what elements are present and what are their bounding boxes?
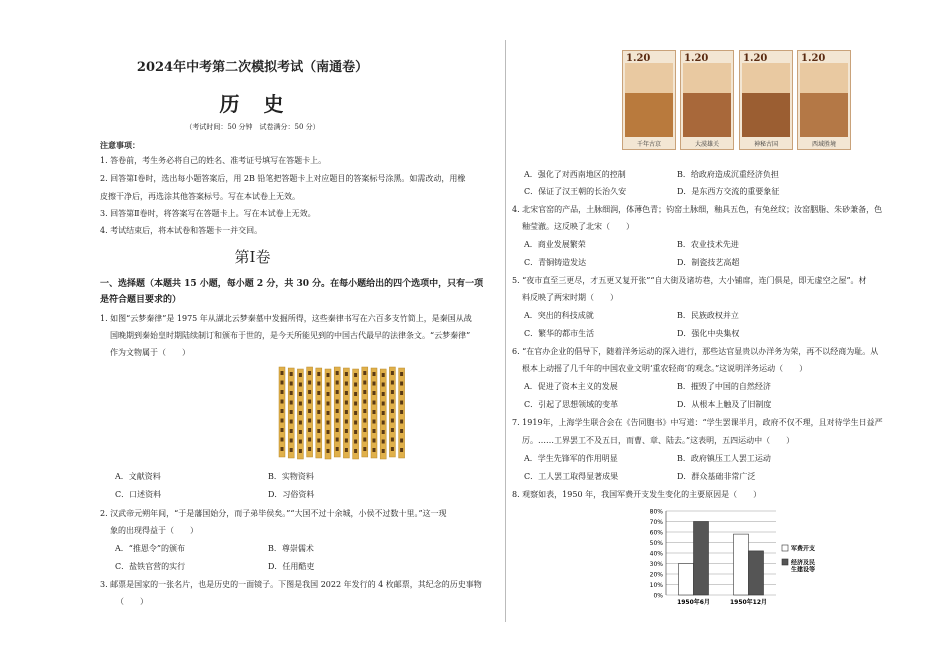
chart-bar bbox=[734, 534, 749, 595]
slip-character-mark bbox=[345, 420, 348, 424]
slip-character-mark bbox=[336, 419, 339, 423]
slip-character-mark bbox=[373, 382, 376, 386]
q2-text: 象的出现得益于（ ） bbox=[110, 526, 198, 535]
slip-character-mark bbox=[327, 440, 330, 444]
slip-character-mark bbox=[327, 402, 330, 406]
y-tick-label: 60% bbox=[649, 529, 663, 537]
slip-character-mark bbox=[363, 419, 366, 423]
y-tick-label: 10% bbox=[649, 582, 663, 589]
slip-character-mark bbox=[299, 383, 302, 387]
q4-option-b[interactable]: B．农业技术先进 bbox=[677, 240, 739, 249]
notes-heading: 注意事项： bbox=[100, 140, 140, 150]
q1-text: 作为文物属于（ ） bbox=[110, 348, 190, 357]
q7-option-c[interactable]: C．工人罢工取得显著成果 bbox=[524, 472, 619, 481]
q5-text: 5. “夜市直至三更尽，才五更又复开张”“自大街及诸坊巷，大小铺席，连门俱是，即无虚空之屋”。材 bbox=[512, 276, 867, 285]
slip-character-mark bbox=[373, 401, 376, 405]
q6-option-d[interactable]: D．从根本上触及了旧制度 bbox=[677, 400, 772, 409]
slip-character-mark bbox=[317, 391, 320, 395]
stamp-1 bbox=[622, 50, 676, 150]
slip-character-mark bbox=[354, 440, 357, 444]
slip-character-mark bbox=[373, 448, 376, 452]
slip-character-mark bbox=[363, 428, 366, 432]
slip-character-mark bbox=[345, 401, 348, 405]
slip-character-mark bbox=[363, 371, 366, 375]
q2-option-a[interactable]: A．“推恩令”的颁布 bbox=[115, 544, 185, 553]
slip-character-mark bbox=[308, 419, 311, 423]
q4-option-c[interactable]: C．青铜铸造发达 bbox=[524, 258, 587, 267]
slip-character-mark bbox=[308, 428, 311, 432]
stamp-caption: 千年古京 bbox=[636, 141, 661, 148]
slip-character-mark bbox=[373, 391, 376, 395]
slip-character-mark bbox=[290, 439, 293, 443]
slip-character-mark bbox=[354, 392, 357, 396]
q6-option-a[interactable]: A．促进了资本主义的发展 bbox=[524, 382, 618, 391]
slip-character-mark bbox=[327, 421, 330, 425]
note-line: 皮擦干净后，再选涂其他答案标号。写在本试卷上无效。 bbox=[100, 192, 300, 201]
q1-text: 国晚期到秦始皇时期陆续制订和颁布于世的，是今天所能见到的中国古代最早的法律条文。“云梦秦律” bbox=[110, 331, 471, 340]
q3-text: 3. 邮票是国家的一张名片，也是历史的一面镜子。下图是我国 2022 年发行的 4 枚邮票，其纪念的历史事物 bbox=[100, 580, 482, 589]
note-line: 1. 答卷前，考生务必将自己的姓名、准考证号填写在答题卡上。 bbox=[100, 156, 327, 165]
x-tick-label: 1950年6月 bbox=[677, 599, 710, 605]
slip-character-mark bbox=[391, 447, 394, 451]
slip-character-mark bbox=[336, 381, 339, 385]
exam-title: 2024年中考第二次模拟考试（南通卷） bbox=[136, 60, 369, 75]
slip-character-mark bbox=[281, 419, 284, 423]
slip-character-mark bbox=[354, 411, 357, 415]
slip-character-mark bbox=[327, 430, 330, 434]
y-tick-label: 70% bbox=[649, 519, 663, 526]
slip-character-mark bbox=[373, 372, 376, 376]
slip-character-mark bbox=[308, 438, 311, 442]
section-heading: 一、选择题（本题共 15 小题，每小题 2 分，共 30 分。在每小题给出的四个选项中，只有一项 bbox=[100, 279, 484, 289]
exam-info: （考试时间：50 分钟 试卷满分：50 分） bbox=[185, 123, 320, 131]
q3-option-c[interactable]: C．保证了汉王朝的长治久安 bbox=[524, 187, 627, 196]
slip-character-mark bbox=[290, 448, 293, 452]
slip-character-mark bbox=[400, 439, 403, 443]
q2-option-c[interactable]: C．盐铁官营的实行 bbox=[115, 562, 186, 571]
slip-character-mark bbox=[345, 410, 348, 414]
y-tick-label: 20% bbox=[649, 571, 663, 579]
note-line: 3. 回答第Ⅱ卷时，将答案写在答题卡上。写在本试卷上无效。 bbox=[100, 209, 316, 218]
slip-character-mark bbox=[308, 400, 311, 404]
q3-option-a[interactable]: A．强化了对西南地区的控制 bbox=[524, 170, 626, 179]
military-spending-chart bbox=[640, 505, 840, 605]
q1-option-b[interactable]: B．实物资料 bbox=[268, 472, 314, 481]
slip-character-mark bbox=[354, 402, 357, 406]
slip-character-mark bbox=[345, 391, 348, 395]
slip-character-mark bbox=[299, 373, 302, 377]
legend-swatch bbox=[782, 545, 788, 551]
slip-character-mark bbox=[354, 430, 357, 434]
slip-character-mark bbox=[336, 409, 339, 413]
q7-option-a[interactable]: A．学生先锋军的作用明显 bbox=[524, 454, 618, 463]
q4-option-d[interactable]: D．制瓷技艺高超 bbox=[677, 258, 740, 267]
bamboo-slips-image bbox=[275, 365, 410, 460]
q4-option-a[interactable]: A．商业发展繁荣 bbox=[524, 240, 586, 249]
legend-label: 军费开支 bbox=[791, 545, 816, 553]
slip-character-mark bbox=[317, 401, 320, 405]
slip-character-mark bbox=[382, 430, 385, 434]
stamp-value: 1.20 bbox=[626, 53, 651, 64]
stamp-value: 1.20 bbox=[743, 53, 768, 64]
y-tick-label: 0% bbox=[653, 592, 663, 600]
slip-character-mark bbox=[290, 429, 293, 433]
slip-character-mark bbox=[400, 429, 403, 433]
slip-character-mark bbox=[290, 372, 293, 376]
q6-text: 6. “在官办企业的倡导下，随着洋务运动的深入进行，那些达官显贵以办洋务为荣，再不以经商为耻。从 bbox=[512, 347, 879, 356]
q5-option-a[interactable]: A．突出的科技成就 bbox=[524, 311, 594, 320]
subject-title: 历 史 bbox=[219, 92, 286, 116]
slip-character-mark bbox=[308, 390, 311, 394]
slip-character-mark bbox=[382, 392, 385, 396]
slip-character-mark bbox=[391, 400, 394, 404]
slip-character-mark bbox=[299, 411, 302, 415]
slip-character-mark bbox=[382, 440, 385, 444]
slip-character-mark bbox=[317, 439, 320, 443]
slip-character-mark bbox=[299, 449, 302, 453]
slip-character-mark bbox=[345, 439, 348, 443]
q3-option-b[interactable]: B．给政府造成沉重经济负担 bbox=[677, 170, 779, 179]
slip-character-mark bbox=[317, 429, 320, 433]
slip-character-mark bbox=[281, 390, 284, 394]
slip-character-mark bbox=[391, 371, 394, 375]
slip-character-mark bbox=[345, 372, 348, 376]
q3-option-d[interactable]: D．是东西方交流的重要象征 bbox=[677, 187, 780, 196]
chart-svg bbox=[640, 505, 840, 605]
stamp-2 bbox=[680, 50, 734, 150]
slip-character-mark bbox=[327, 449, 330, 453]
slip-character-mark bbox=[336, 447, 339, 451]
slip-character-mark bbox=[299, 440, 302, 444]
slip-character-mark bbox=[281, 400, 284, 404]
slip-character-mark bbox=[336, 400, 339, 404]
slip-character-mark bbox=[336, 438, 339, 442]
q2-option-d[interactable]: D．任用酷吏 bbox=[268, 562, 315, 571]
q1-text: 1. 如图“云梦秦律”是 1975 年从湖北云梦秦墓中发掘所得，这些秦律书写在六百多支竹简上，是秦国从战 bbox=[100, 314, 472, 323]
slip-character-mark bbox=[281, 409, 284, 413]
q7-option-d[interactable]: D．群众基础非常广泛 bbox=[677, 472, 756, 481]
slip-character-mark bbox=[290, 401, 293, 405]
note-line: 2. 回答第Ⅰ卷时，选出每小题答案后，用 2B 铅笔把答题卡上对应题目的答案标号涂黑。如需改动，用橡 bbox=[100, 174, 466, 183]
q5-option-d[interactable]: D．强化中央集权 bbox=[677, 329, 740, 338]
slip-character-mark bbox=[317, 382, 320, 386]
q4-text: 釉莹澈。这反映了北宋（ ） bbox=[522, 222, 634, 231]
chart-bar bbox=[694, 522, 709, 596]
q2-text: 2. 汉武帝元朔年间，“于是藩国始分，而子弟毕侯矣。”“大国不过十余城，小侯不过数十里。”这一现 bbox=[100, 509, 447, 518]
q6-text: 根本上动摇了几千年的中国农业文明‘重农轻商’的观念。”这说明洋务运动（ ） bbox=[522, 364, 808, 373]
chart-bar bbox=[749, 551, 764, 595]
y-tick-label: 40% bbox=[649, 550, 663, 558]
y-tick-label: 30% bbox=[649, 561, 663, 568]
x-tick-label: 1950年12月 bbox=[729, 599, 768, 605]
slip-character-mark bbox=[400, 372, 403, 376]
slip-character-mark bbox=[382, 421, 385, 425]
slip-character-mark bbox=[354, 421, 357, 425]
slip-character-mark bbox=[400, 391, 403, 395]
slip-character-mark bbox=[290, 391, 293, 395]
q5-option-c[interactable]: C．繁华的都市生活 bbox=[524, 329, 595, 338]
slip-character-mark bbox=[382, 373, 385, 377]
slip-character-mark bbox=[373, 439, 376, 443]
slip-character-mark bbox=[308, 371, 311, 375]
slip-character-mark bbox=[382, 411, 385, 415]
slip-character-mark bbox=[336, 390, 339, 394]
slip-character-mark bbox=[290, 382, 293, 386]
slip-character-mark bbox=[373, 420, 376, 424]
stamp-caption: 神秘古国 bbox=[753, 141, 778, 148]
section-title: 第Ⅰ卷 bbox=[234, 248, 271, 266]
stamp-caption: 西域胜境 bbox=[811, 141, 836, 148]
slip-character-mark bbox=[354, 373, 357, 377]
q3-text: （ ） bbox=[116, 597, 148, 606]
slip-character-mark bbox=[317, 410, 320, 414]
slip-character-mark bbox=[400, 410, 403, 414]
q2-option-b[interactable]: B．尊崇儒术 bbox=[268, 544, 314, 553]
slip-character-mark bbox=[345, 429, 348, 433]
slip-character-mark bbox=[281, 371, 284, 375]
slip-character-mark bbox=[345, 382, 348, 386]
q5-option-b[interactable]: B．民族政权并立 bbox=[677, 311, 739, 320]
q7-option-b[interactable]: B．政府镇压工人罢工运动 bbox=[677, 454, 771, 463]
section-heading: 是符合题目要求的） bbox=[100, 295, 182, 305]
slip-character-mark bbox=[400, 401, 403, 405]
y-tick-label: 50% bbox=[649, 540, 663, 547]
q1-option-c[interactable]: C．口述资料 bbox=[115, 490, 162, 499]
slip-character-mark bbox=[281, 428, 284, 432]
slip-character-mark bbox=[290, 420, 293, 424]
slip-character-mark bbox=[400, 382, 403, 386]
chart-bar bbox=[679, 564, 694, 596]
slip-character-mark bbox=[354, 449, 357, 453]
slip-character-mark bbox=[363, 438, 366, 442]
slip-character-mark bbox=[336, 428, 339, 432]
slip-character-mark bbox=[317, 372, 320, 376]
q7-text: 厉。……工界罢工不及五日，而曹、章、陆去。”这表明，五四运动中（ ） bbox=[522, 436, 795, 445]
slip-character-mark bbox=[317, 448, 320, 452]
legend-swatch bbox=[782, 559, 788, 565]
slip-character-mark bbox=[391, 381, 394, 385]
slip-character-mark bbox=[317, 420, 320, 424]
y-tick-label: 80% bbox=[649, 508, 663, 516]
slip-character-mark bbox=[382, 449, 385, 453]
slip-character-mark bbox=[327, 383, 330, 387]
slip-character-mark bbox=[391, 428, 394, 432]
slip-character-mark bbox=[299, 392, 302, 396]
slip-character-mark bbox=[382, 383, 385, 387]
slip-character-mark bbox=[391, 438, 394, 442]
slip-character-mark bbox=[354, 383, 357, 387]
slip-character-mark bbox=[373, 429, 376, 433]
slip-character-mark bbox=[290, 410, 293, 414]
slip-character-mark bbox=[327, 392, 330, 396]
q1-option-a[interactable]: A．文献资料 bbox=[115, 472, 161, 481]
slip-character-mark bbox=[391, 419, 394, 423]
stamp-3 bbox=[739, 50, 793, 150]
slip-character-mark bbox=[391, 390, 394, 394]
q5-text: 料反映了两宋时期（ ） bbox=[522, 293, 618, 302]
legend-label: 经济及民 bbox=[791, 559, 816, 567]
stamp-value: 1.20 bbox=[801, 53, 826, 64]
note-line: 4. 考试结束后，将本试卷和答题卡一并交回。 bbox=[100, 226, 263, 235]
slip-character-mark bbox=[336, 371, 339, 375]
slip-character-mark bbox=[363, 381, 366, 385]
bamboo-slips-svg bbox=[275, 365, 410, 460]
stamp-value: 1.20 bbox=[684, 53, 709, 64]
slip-character-mark bbox=[400, 420, 403, 424]
slip-character-mark bbox=[299, 421, 302, 425]
q6-option-b[interactable]: B．摧毁了中国的自然经济 bbox=[677, 382, 771, 391]
stamp-caption: 大漠雄关 bbox=[694, 141, 719, 148]
q7-text: 7. 1919年，上海学生联合会在《告同胞书》中写道：“学生罢课半月，政府不仅不理，且对待学生日益严 bbox=[512, 418, 883, 427]
slip-character-mark bbox=[308, 447, 311, 451]
legend-label: 生建设等 bbox=[791, 566, 816, 574]
slip-character-mark bbox=[345, 448, 348, 452]
slip-character-mark bbox=[363, 409, 366, 413]
slip-character-mark bbox=[299, 430, 302, 434]
q1-option-d[interactable]: D．习俗资料 bbox=[268, 490, 315, 499]
stamp-4 bbox=[797, 50, 851, 150]
slip-character-mark bbox=[391, 409, 394, 413]
slip-character-mark bbox=[373, 410, 376, 414]
q6-option-c[interactable]: C．引起了思想领域的变革 bbox=[524, 400, 619, 409]
slip-character-mark bbox=[363, 400, 366, 404]
slip-character-mark bbox=[308, 409, 311, 413]
q4-text: 4. 北宋官窑的产品，土脉细润，体薄色青；钧窑土脉细，釉具五色，有兔丝纹；汝窑胭脂、朱砂兼备，色 bbox=[512, 205, 883, 214]
slip-character-mark bbox=[281, 381, 284, 385]
slip-character-mark bbox=[299, 402, 302, 406]
slip-character-mark bbox=[308, 381, 311, 385]
slip-character-mark bbox=[363, 447, 366, 451]
slip-character-mark bbox=[382, 402, 385, 406]
q8-text: 8. 观察如表，1950 年，我国军费开支发生变化的主要原因是（ ） bbox=[512, 490, 762, 499]
slip-character-mark bbox=[327, 373, 330, 377]
slip-character-mark bbox=[281, 447, 284, 451]
slip-character-mark bbox=[281, 438, 284, 442]
column-divider bbox=[505, 40, 506, 622]
slip-character-mark bbox=[400, 448, 403, 452]
slip-character-mark bbox=[363, 390, 366, 394]
slip-character-mark bbox=[327, 411, 330, 415]
